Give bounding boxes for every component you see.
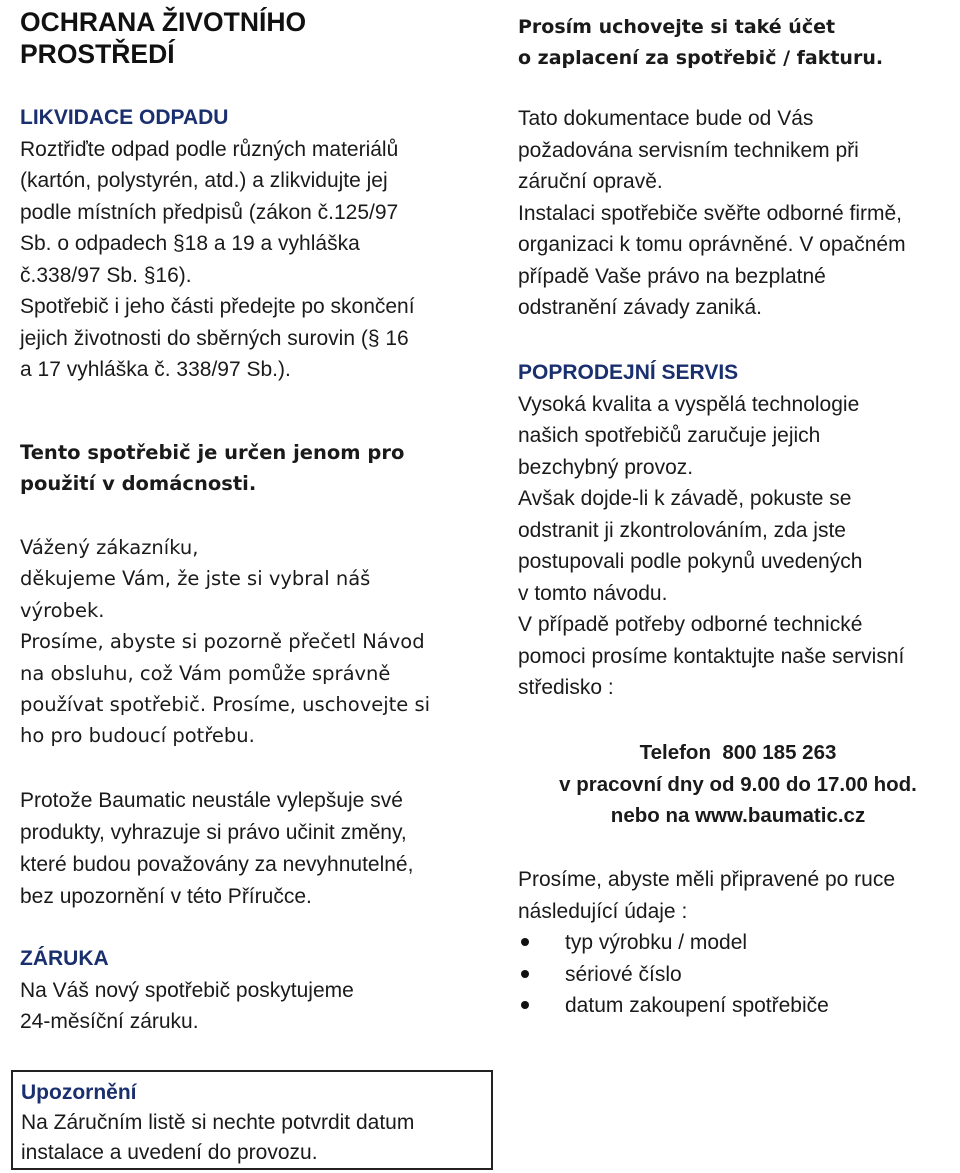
improve-line: které budou považovány za nevyhnutelné,	[20, 853, 414, 876]
docs-line: Tato dokumentace bude od Vás	[518, 107, 814, 130]
waste-section	[20, 102, 415, 386]
home-use-line: Tento spotřebič je určen jenom pro	[20, 441, 405, 464]
service-line: bezchybný provoz.	[518, 455, 694, 479]
service-line: pomoci prosíme kontaktujte naše servisní	[518, 644, 905, 668]
list-item: typ výrobku / model	[518, 927, 829, 959]
hours-line: v pracovní dny od 9.00 do 17.00 hod.	[559, 772, 917, 796]
improve-line: produkty, vyhrazuje si právo učinit změny,	[20, 821, 407, 844]
service-section	[518, 357, 904, 704]
waste-line: Sb. o odpadech §18 a 19 a vyhláška	[20, 232, 360, 255]
prepare-line: Prosíme, abyste měli připravené po ruce	[518, 868, 896, 891]
notice-line: Na Záručním listě si nechte potvrdit datum	[21, 1111, 415, 1134]
service-line: našich spotřebičů zaručuje jejich	[518, 424, 821, 447]
waste-line: podle místních předpisů (zákon č.125/97	[20, 200, 399, 224]
service-line: odstranit ji zkontrolováním, zda jste	[518, 518, 846, 542]
phone-line: Telefon 800 185 263	[639, 741, 837, 764]
docs-line: záruční opravě.	[518, 170, 663, 193]
thanks-line: na obsluhu, což Vám pomůže správně	[20, 661, 391, 685]
receipt-note	[518, 12, 883, 74]
notice-heading: Upozornění	[21, 1081, 137, 1104]
improve-line: Protože Baumatic neustále vylepšuje své	[20, 789, 403, 812]
warranty-line: Na Váš nový spotřebič poskytujeme	[20, 978, 354, 1002]
service-line: Vysoká kvalita a vyspělá technologie	[518, 392, 860, 416]
page-title	[20, 6, 306, 70]
docs-line: Instalaci spotřebiče svěřte odborné firmě,	[518, 201, 903, 225]
receipt-line: o zaplacení za spotřebič / fakturu.	[518, 47, 884, 69]
waste-line: (kartón, polystyrén, atd.) a zlikvidujte jej	[20, 169, 388, 192]
bullet-icon	[521, 1001, 529, 1009]
website-line: nebo na www.baumatic.cz	[610, 804, 866, 827]
contact-block	[518, 737, 958, 832]
bullet-icon	[521, 938, 529, 946]
docs-line: organizaci k tomu oprávněné. V opačném	[518, 233, 906, 256]
list-item: sériové číslo	[518, 959, 829, 991]
thanks-line: ho pro budoucí potřebu.	[20, 724, 255, 748]
receipt-line: Prosím uchovejte si také účet	[518, 16, 836, 38]
docs-line: požadována servisním technikem při	[518, 138, 859, 162]
thanks-section	[20, 532, 430, 752]
waste-line: Spotřebič i jeho části předejte po skončení	[20, 295, 415, 318]
service-heading: POPRODEJNÍ SERVIS	[518, 361, 739, 384]
home-use-line: použití v domácnosti.	[20, 472, 257, 495]
thanks-line: výrobek.	[20, 598, 105, 622]
required-info-list	[518, 927, 829, 1022]
improvement-note	[20, 785, 413, 913]
waste-line: a 17 vyhláška č. 338/97 Sb.).	[20, 358, 291, 381]
warranty-heading: ZÁRUKA	[20, 947, 109, 970]
docs-line: případě Vaše právo na bezplatné	[518, 264, 826, 288]
improve-line: bez upozornění v této Příručce.	[20, 885, 312, 908]
list-item: datum zakoupení spotřebiče	[518, 990, 829, 1022]
title-line-1: OCHRANA ŽIVOTNÍHO	[20, 7, 307, 37]
service-line: postupovali podle pokynů uvedených	[518, 550, 863, 573]
notice-box	[11, 1070, 493, 1170]
docs-line: odstranění závady zaniká.	[518, 296, 762, 319]
greeting: Vážený zákazníku,	[20, 536, 199, 559]
service-line: středisko :	[518, 676, 614, 699]
notice-line: instalace a uvedení do provozu.	[21, 1141, 318, 1164]
prepare-note	[518, 864, 895, 927]
waste-heading: LIKVIDACE ODPADU	[20, 106, 229, 129]
thanks-line: Prosíme, abyste si pozorně přečetl Návod	[20, 630, 425, 654]
warranty-line: 24-měsíční záruku.	[20, 1010, 199, 1033]
documentation-note	[518, 103, 906, 324]
service-line: Avšak dojde-li k závadě, pokuste se	[518, 487, 852, 510]
prepare-line: následující údaje :	[518, 899, 688, 923]
bullet-icon	[521, 970, 529, 978]
service-line: V případě potřeby odborné technické	[518, 613, 863, 636]
service-line: v tomto návodu.	[518, 581, 668, 605]
title-line-2: PROSTŘEDÍ	[20, 39, 175, 69]
waste-line: Roztřiďte odpad podle různých materiálů	[20, 137, 399, 161]
thanks-line: používat spotřebič. Prosíme, uschovejte si	[20, 693, 431, 717]
waste-line: jejich životnosti do sběrných surovin (§ 16	[20, 326, 409, 350]
warranty-section	[20, 943, 354, 1038]
waste-line: č.338/97 Sb. §16).	[20, 263, 192, 287]
home-use-note	[20, 437, 404, 499]
thanks-line: děkujeme Vám, že jste si vybral náš	[20, 567, 371, 591]
